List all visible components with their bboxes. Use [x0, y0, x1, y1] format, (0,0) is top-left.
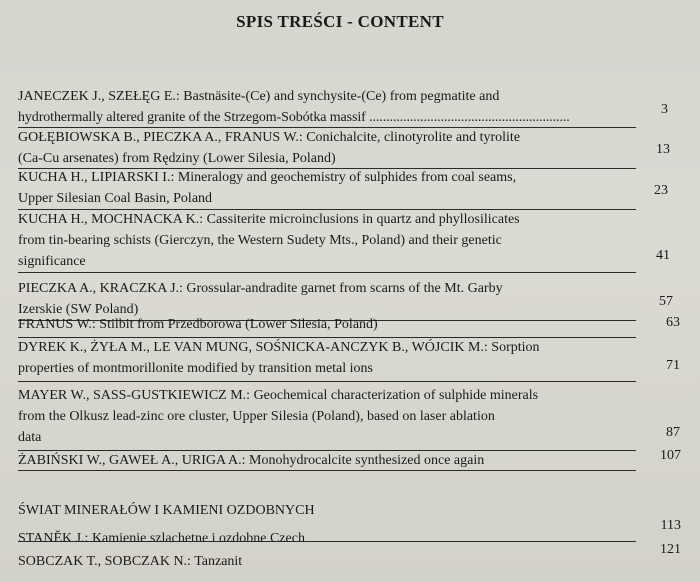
entry-line: from the Olkusz lead-zinc ore cluster, Upper Silesia (Poland), based on laser ablation [18, 409, 495, 424]
entry-line: data [18, 430, 42, 445]
page-number: 3 [661, 102, 668, 117]
entry-line: ŻABIŃSKI W., GAWEŁ A., URIGA A.: Monohydrocalcite synthesized once again [18, 453, 485, 468]
entry-line: GOŁĘBIOWSKA B., PIECZKA A., FRANUS W.: Conichalcite, clinotyrolite and tyrolite [18, 130, 521, 145]
page-number: 23 [654, 183, 668, 198]
page-number: 107 [660, 448, 681, 463]
entry-line: DYREK K., ŻYŁA M., LE VAN MUNG, SOŚNICKA-ANCZYK B., WÓJCIK M.: Sorption [18, 340, 540, 355]
entry-line: MAYER W., SASS-GUSTKIEWICZ M.: Geochemical characterization of sulphide minerals [18, 388, 539, 403]
entry-line: KUCHA H., MOCHNACKA K.: Cassiterite microinclusions in quartz and phyllosilicates [18, 212, 520, 227]
page-number: 57 [659, 294, 673, 309]
entry-line: significance [18, 254, 86, 269]
page-number: 63 [666, 315, 680, 330]
entry-line: JANECZEK J., SZEŁĘG E.: Bastnäsite-(Ce) and synchysite-(Ce) from pegmatite and [18, 89, 500, 104]
entry-line: SOBCZAK T., SOBCZAK N.: Tanzanit [18, 554, 243, 569]
page-number: 113 [660, 518, 681, 533]
section-heading: ŚWIAT MINERAŁÓW I KAMIENI OZDOBNYCH [18, 503, 315, 518]
entry-line: hydrothermally altered granite of the Strzegom-Sobótka massif ........................................................... [18, 110, 570, 125]
page-title: SPIS TREŚCI - CONTENT [236, 12, 444, 31]
page-number: 87 [666, 425, 680, 440]
separator [18, 381, 636, 382]
page-number: 121 [660, 542, 681, 557]
entry-line: FRANUS W.: Stilbit from Przedborowa (Lower Silesia, Poland) [18, 317, 378, 332]
entry-line: properties of montmorillonite modified by transition metal ions [18, 361, 373, 376]
entry-line: (Ca-Cu arsenates) from Rędziny (Lower Silesia, Poland) [18, 151, 336, 166]
separator [18, 470, 636, 471]
entry-line: Izerskie (SW Poland) [18, 302, 139, 317]
separator [18, 272, 636, 273]
separator [18, 541, 636, 542]
page-number: 71 [666, 358, 680, 373]
entry-line: STANĚK J.: Kamienie szlachetne i ozdobne Czech [18, 531, 305, 546]
page-number: 41 [656, 248, 670, 263]
entry-line: KUCHA H., LIPIARSKI I.: Mineralogy and geochemistry of sulphides from coal seams, [18, 170, 517, 185]
entry-line: PIECZKA A., KRACZKA J.: Grossular-andradite garnet from scarns of the Mt. Garby [18, 281, 503, 296]
entry-line: Upper Silesian Coal Basin, Poland [18, 191, 213, 206]
page-number: 13 [656, 142, 670, 157]
entry-line: from tin-bearing schists (Gierczyn, the Western Sudety Mts., Poland) and their genetic [18, 233, 502, 248]
